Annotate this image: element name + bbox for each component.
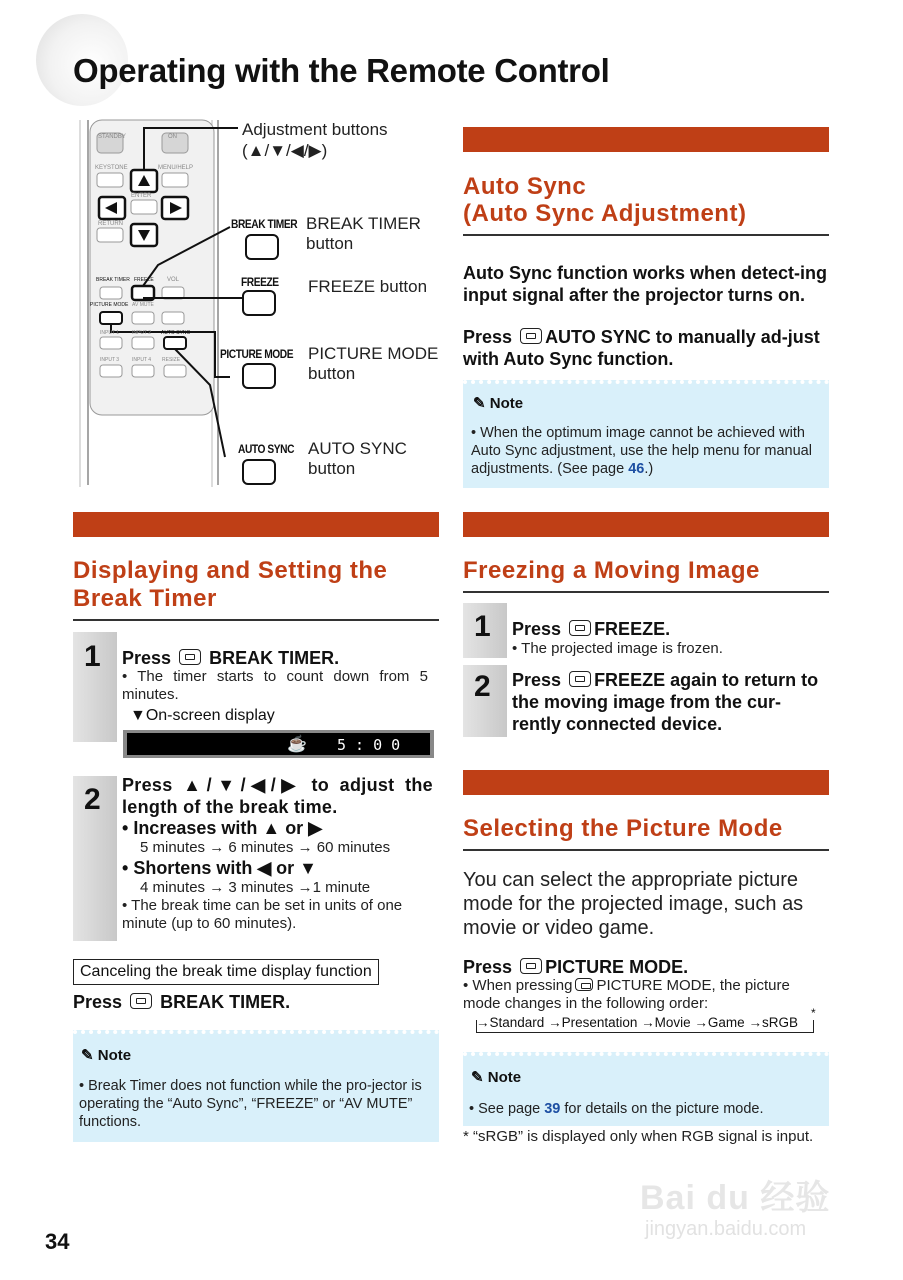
auto-sync-button-icon — [520, 328, 542, 344]
note-text: See page — [478, 1101, 545, 1117]
picture-mode-text: PICTURE MODE. — [545, 957, 689, 977]
remote-tiny-break-timer: BREAK TIMER — [96, 277, 130, 283]
coffee-icon: ☕ — [287, 736, 307, 753]
press-text: Press — [463, 327, 513, 347]
section-bar — [463, 512, 829, 537]
callout-picture-mode-2: button — [308, 364, 356, 383]
picture-mode-button-icon — [520, 958, 542, 974]
remote-tiny-input2: INPUT 2 — [132, 330, 152, 336]
auto-sync-paragraph-1: Auto Sync function works when detect-ing input signal after the projector turns on. — [463, 263, 828, 305]
mode-srgb: sRGB — [761, 1015, 798, 1030]
arrow-icon: → — [694, 1015, 708, 1030]
section-bar — [463, 770, 829, 795]
footnote-text: “sRGB” is displayed only when RGB signal is input. — [473, 1128, 814, 1145]
callout-picture-mode: PICTURE MODE — [308, 344, 439, 363]
arrow-icon: → — [748, 1015, 762, 1030]
break-timer-button-icon — [245, 234, 279, 260]
freeze-bullet: • The projected image is frozen. — [512, 640, 723, 657]
remote-freeze-label: FREEZE — [241, 275, 279, 289]
section-rule — [463, 849, 829, 851]
break-timer-button-icon — [130, 993, 152, 1009]
page-link[interactable]: 39 — [544, 1101, 561, 1117]
step1-bullet: • The timer starts to count down from 5 minutes. — [122, 668, 428, 703]
note-label: Note — [97, 1047, 132, 1064]
freeze-step1 — [512, 618, 670, 640]
press-text: Press — [463, 957, 513, 977]
remote-tiny-on: ON — [168, 134, 177, 140]
arrow-icon: → — [548, 1015, 562, 1030]
freeze-step2 — [512, 669, 824, 735]
increases-text: Increases with ▲ or ▶ — [133, 818, 323, 838]
remote-tiny-freeze: FREEZE — [134, 277, 154, 283]
note-text: When the optimum image cannot be achieved with Auto Sync adjustment, use the help menu for manual adjustments. (See page — [471, 425, 812, 477]
remote-break-timer-label: BREAK TIMER — [231, 217, 298, 231]
cycle-loop-line — [476, 1020, 814, 1033]
note-body: • When the optimum image cannot be achieved with Auto Sync adjustment, use the help menu for manual adjustments. (See page 46.) — [471, 425, 812, 477]
step-number: 1 — [474, 610, 491, 643]
note-heading — [471, 1068, 521, 1086]
picture-mode-intro: You can select the appropriate picture mode for the projected image, such as movie or video game. — [463, 869, 804, 939]
remote-tiny-keystone: KEYSTONE — [95, 165, 128, 171]
watermark-url: jingyan.baidu.com — [645, 1218, 807, 1240]
note-text-end: .) — [644, 461, 654, 477]
remote-tiny-picture-mode: PICTURE MODE — [90, 302, 129, 308]
note-heading — [473, 394, 523, 412]
callout-auto-sync: AUTO SYNC — [308, 439, 407, 458]
auto-sync-button-icon — [242, 459, 276, 485]
bullet-text: When pressing — [472, 977, 573, 994]
mode-game: Game — [707, 1015, 745, 1030]
auto-sync-title-2: (Auto Sync Adjustment) — [463, 200, 747, 227]
section-rule — [463, 234, 829, 236]
bullet-text: The timer starts to count down from 5 minutes. — [122, 668, 428, 703]
press-text: Press — [512, 670, 562, 690]
press-text: Press — [122, 648, 172, 668]
shortens-label: • Shortens with ◀ or ▼ — [122, 858, 317, 878]
page-link[interactable]: 46 — [628, 461, 645, 477]
callout-auto-sync-2: button — [308, 459, 356, 478]
auto-sync-instruction: AUTO SYNC to manually ad-just with Auto Sync function. — [463, 327, 820, 369]
footnote: * “sRGB” is displayed only when RGB signal is input. — [463, 1128, 814, 1145]
press-text: Press — [73, 992, 123, 1012]
callout-break-timer: BREAK TIMER — [306, 214, 421, 233]
note-box — [463, 1052, 829, 1126]
note-box — [463, 380, 829, 488]
bullet-text-end: PICTURE MODE, the picture mode changes in the following order: — [463, 977, 790, 1012]
arrow-icon: → — [641, 1015, 655, 1030]
remote-tiny-vol: VOL — [167, 277, 180, 283]
callout-break-timer-2: button — [306, 234, 354, 253]
callout-freeze: FREEZE button — [308, 277, 428, 296]
page-title: Operating with the Remote Control — [73, 52, 610, 89]
freeze-instruction: FREEZE again to return to the moving image from the cur-rently connected device. — [512, 670, 819, 734]
step2-instruction: Press ▲/▼/◀/▶ to adjust the length of the break time. — [122, 775, 433, 817]
freeze-button-icon — [569, 671, 591, 687]
step-number: 2 — [84, 783, 101, 816]
remote-tiny-av-mute: AV MUTE — [132, 302, 154, 308]
unit-note-text: The break time can be set in units of one minute (up to 60 minutes). — [122, 897, 403, 932]
step1-instruction — [122, 647, 339, 669]
pencil-icon: ✎ — [471, 1069, 484, 1086]
step-number: 1 — [84, 640, 101, 673]
shortens-text: Shortens with ◀ or ▼ — [133, 858, 317, 878]
picture-mode-title: Selecting the Picture Mode — [463, 815, 783, 842]
break-timer-text: BREAK TIMER. — [209, 648, 340, 668]
press-text: Press — [512, 619, 562, 639]
note-text-end: for details on the picture mode. — [560, 1101, 764, 1117]
osd-frame — [123, 730, 434, 758]
break-timer-button-icon — [179, 649, 201, 665]
auto-sync-title-1: Auto Sync — [463, 173, 587, 200]
mode-movie: Movie — [654, 1015, 691, 1030]
picture-mode-press — [463, 956, 688, 978]
section-rule — [463, 591, 829, 593]
increases-label: • Increases with ▲ or ▶ — [122, 818, 323, 838]
osd-timer: 5 : 0 0 — [337, 736, 401, 754]
remote-picture-mode-label: PICTURE MODE — [220, 347, 294, 361]
bullet-text: The projected image is frozen. — [521, 640, 723, 657]
section-bar — [463, 127, 829, 152]
remote-tiny-auto-sync: AUTO SYNC — [161, 330, 191, 336]
freeze-button-icon — [569, 620, 591, 636]
arrow-icon: → — [476, 1015, 490, 1030]
cancel-box: Canceling the break time display function — [73, 959, 379, 985]
increases-detail: 5 minutes → 6 minutes → 60 minutes — [140, 839, 391, 856]
picture-mode-button-icon — [242, 363, 276, 389]
asterisk: * — [811, 1006, 816, 1020]
break-timer-title-1: Displaying and Setting the — [73, 557, 388, 584]
cancel-instruction — [73, 991, 290, 1013]
pencil-icon: ✎ — [473, 395, 486, 412]
auto-sync-paragraph-2 — [463, 326, 829, 370]
osd-screen — [127, 733, 430, 755]
section-rule — [73, 619, 439, 621]
picture-mode-bullet: • When pressing PICTURE MODE, the picture mode changes in the following order: — [463, 977, 790, 1012]
mode-standard: Standard — [489, 1015, 545, 1030]
watermark-brand: Bai du 经验 — [640, 1179, 831, 1217]
note-label: Note — [487, 1069, 522, 1086]
remote-tiny-input1: INPUT 1 — [100, 330, 120, 336]
note-heading — [81, 1046, 131, 1064]
note-body: • See page 39 for details on the picture mode. — [469, 1101, 764, 1117]
break-timer-title-2: Break Timer — [73, 585, 217, 612]
shortens-detail: 4 minutes → 3 minutes →1 minute — [140, 879, 371, 896]
page-number: 34 — [45, 1229, 70, 1254]
pencil-icon: ✎ — [81, 1047, 94, 1064]
callout-adjustment-arrows: (▲/▼/◀/▶) — [242, 141, 328, 160]
callout-adjustment-buttons: Adjustment buttons — [242, 120, 388, 139]
remote-tiny-menu-help: MENU/HELP — [158, 165, 194, 171]
picture-mode-button-icon — [575, 978, 593, 991]
freeze-button-icon — [242, 290, 276, 316]
note-label: Note — [489, 395, 524, 412]
remote-tiny-input3: INPUT 3 — [100, 357, 120, 363]
remote-tiny-return: RETURN — [98, 221, 123, 227]
break-timer-text: BREAK TIMER. — [160, 992, 291, 1012]
freeze-text: FREEZE. — [594, 619, 671, 639]
step-number: 2 — [474, 670, 491, 703]
mode-presentation: Presentation — [561, 1015, 638, 1030]
osd-label: ▼On-screen display — [130, 707, 275, 724]
freeze-title: Freezing a Moving Image — [463, 557, 760, 584]
note-box — [73, 1030, 439, 1142]
remote-tiny-resize: RESIZE — [162, 357, 181, 363]
remote-tiny-input4: INPUT 4 — [132, 357, 152, 363]
remote-tiny-standby: STANDBY — [98, 134, 126, 140]
remote-auto-sync-label: AUTO SYNC — [238, 442, 295, 456]
section-bar — [73, 512, 439, 537]
remote-tiny-enter: ENTER — [131, 193, 152, 199]
note-body: • Break Timer does not function while the pro-jector is operating the “Auto Sync”, “FREEZE” or “AV MUTE” functions. — [79, 1078, 422, 1130]
note-text: Break Timer does not function while the pro-jector is operating the “Auto Sync”, “FREEZE” or “AV MUTE” functions. — [79, 1078, 422, 1130]
unit-note: • The break time can be set in units of one minute (up to 60 minutes). — [122, 897, 403, 932]
